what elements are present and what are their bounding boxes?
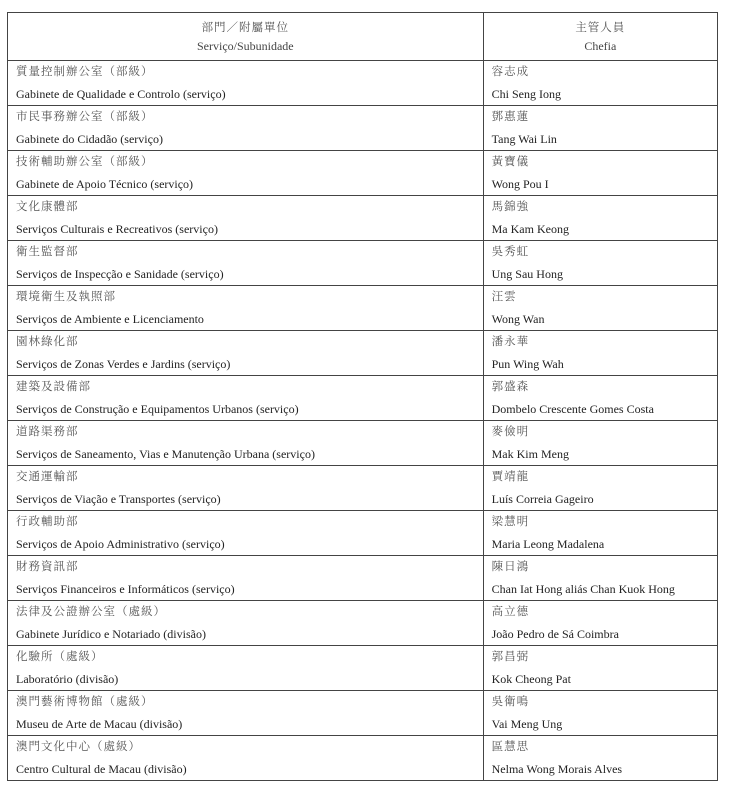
header-unit-pt: Serviço/Subunidade xyxy=(196,38,294,53)
chief-name-pt: Dombelo Crescente Gomes Costa xyxy=(491,402,654,416)
table-row xyxy=(8,61,718,106)
unit-name-zh: 澳門文化中心（處級） xyxy=(16,741,141,753)
unit-name-zh: 市民事務辦公室（部級） xyxy=(16,111,154,123)
unit-name-zh: 衛生監督部 xyxy=(16,246,79,258)
chief-name-pt: Wong Wan xyxy=(491,312,545,326)
unit-name-zh: 環境衛生及執照部 xyxy=(16,291,116,303)
header-unit-zh: 部門／附屬單位 xyxy=(201,21,290,34)
chief-cell xyxy=(483,736,717,781)
unit-name-pt: Laboratório (divisão) xyxy=(16,672,119,686)
unit-name-pt: Serviços de Apoio Administrativo (serviço) xyxy=(16,537,225,551)
unit-name-zh: 技術輔助辦公室（部級） xyxy=(16,156,154,168)
table-row xyxy=(8,286,718,331)
unit-cell xyxy=(8,691,484,736)
chief-name-pt: João Pedro de Sá Coimbra xyxy=(491,627,619,641)
unit-cell xyxy=(8,511,484,556)
unit-name-pt: Gabinete de Apoio Técnico (serviço) xyxy=(16,177,194,191)
chief-name-pt: Mak Kim Meng xyxy=(491,447,569,461)
chief-name-pt: Ma Kam Keong xyxy=(491,222,569,236)
chief-name-pt: Chi Seng Iong xyxy=(491,87,561,101)
unit-name-zh: 行政輔助部 xyxy=(16,516,79,528)
chief-name-pt: Tang Wai Lin xyxy=(491,132,557,146)
chief-name-pt: Ung Sau Hong xyxy=(491,267,563,281)
chief-cell xyxy=(483,151,717,196)
chief-cell xyxy=(483,286,717,331)
chief-cell xyxy=(483,106,717,151)
unit-name-pt: Gabinete do Cidadão (serviço) xyxy=(16,132,163,146)
unit-cell xyxy=(8,466,484,511)
table-row xyxy=(8,196,718,241)
chief-name-zh: 郭昌弼 xyxy=(491,651,530,663)
header-chief xyxy=(483,13,717,61)
chief-name-zh: 高立德 xyxy=(491,606,530,618)
chief-cell xyxy=(483,331,717,376)
chief-name-zh: 郭盛森 xyxy=(491,381,530,393)
unit-cell xyxy=(8,331,484,376)
chief-name-pt: Luís Correia Gageiro xyxy=(491,492,594,506)
unit-name-pt: Serviços de Construção e Equipamentos Urbanos (serviço) xyxy=(16,402,299,416)
chief-name-zh: 吳秀虹 xyxy=(491,246,530,258)
header-unit xyxy=(8,13,484,61)
unit-name-pt: Serviços de Saneamento, Vias e Manutenção Urbana (serviço) xyxy=(16,447,315,461)
chief-name-zh: 區慧思 xyxy=(491,741,530,753)
chief-name-zh: 陳日鴻 xyxy=(491,561,530,573)
chief-name-zh: 容志成 xyxy=(491,66,530,78)
unit-name-pt: Gabinete de Qualidade e Controlo (serviço) xyxy=(16,87,226,101)
chief-name-zh: 汪雲 xyxy=(491,291,517,303)
chief-name-zh: 鄧惠蓮 xyxy=(491,111,530,123)
table-row xyxy=(8,736,718,781)
chief-cell xyxy=(483,376,717,421)
chief-cell xyxy=(483,691,717,736)
table-row xyxy=(8,646,718,691)
chief-name-zh: 黃寶儀 xyxy=(491,156,530,168)
unit-cell xyxy=(8,151,484,196)
chief-name-pt: Maria Leong Madalena xyxy=(491,537,605,551)
unit-cell xyxy=(8,736,484,781)
unit-name-pt: Serviços de Viação e Transportes (serviço) xyxy=(16,492,221,506)
unit-name-zh: 澳門藝術博物館（處級） xyxy=(16,696,154,708)
unit-name-zh: 道路渠務部 xyxy=(16,426,79,438)
chief-name-pt: Nelma Wong Morais Alves xyxy=(491,762,623,776)
unit-name-pt: Serviços Financeiros e Informáticos (serviço) xyxy=(16,582,235,596)
unit-cell xyxy=(8,421,484,466)
unit-cell xyxy=(8,646,484,691)
table-row xyxy=(8,151,718,196)
unit-name-zh: 建築及設備部 xyxy=(16,381,91,393)
table-row xyxy=(8,376,718,421)
unit-cell xyxy=(8,241,484,286)
table-row xyxy=(8,421,718,466)
table-header-row xyxy=(8,13,718,61)
chief-name-pt: Chan Iat Hong aliás Chan Kuok Hong xyxy=(491,582,675,596)
table-row xyxy=(8,691,718,736)
chief-name-zh: 潘永華 xyxy=(491,336,530,348)
chief-name-pt: Wong Pou I xyxy=(491,177,549,191)
chief-cell xyxy=(483,601,717,646)
unit-cell xyxy=(8,106,484,151)
unit-name-pt: Gabinete Jurídico e Notariado (divisão) xyxy=(16,627,206,641)
unit-cell xyxy=(8,601,484,646)
unit-cell xyxy=(8,376,484,421)
chief-cell xyxy=(483,466,717,511)
unit-cell xyxy=(8,556,484,601)
unit-name-pt: Serviços de Zonas Verdes e Jardins (serviço) xyxy=(16,357,231,371)
table-row xyxy=(8,511,718,556)
unit-cell xyxy=(8,61,484,106)
chief-cell xyxy=(483,556,717,601)
chief-name-zh: 馬錦強 xyxy=(491,201,530,213)
table-row xyxy=(8,556,718,601)
unit-name-zh: 財務資訊部 xyxy=(16,561,79,573)
unit-name-pt: Museu de Arte de Macau (divisão) xyxy=(16,717,183,731)
header-chief-pt: Chefia xyxy=(584,38,617,53)
chief-cell xyxy=(483,196,717,241)
unit-name-zh: 交通運輸部 xyxy=(16,471,79,483)
chief-name-zh: 吳衛鳴 xyxy=(491,696,530,708)
chief-name-zh: 賈靖龍 xyxy=(491,471,530,483)
unit-name-zh: 法律及公證辦公室（處級） xyxy=(16,606,166,618)
table-row xyxy=(8,331,718,376)
chief-cell xyxy=(483,421,717,466)
unit-name-zh: 文化康體部 xyxy=(16,201,79,213)
header-chief-zh: 主管人員 xyxy=(575,21,626,34)
unit-name-pt: Serviços de Ambiente e Licenciamento xyxy=(16,312,204,326)
unit-cell xyxy=(8,286,484,331)
unit-name-zh: 園林綠化部 xyxy=(16,336,79,348)
chief-name-pt: Pun Wing Wah xyxy=(491,357,564,371)
table-row xyxy=(8,241,718,286)
unit-name-pt: Serviços de Inspecção e Sanidade (serviço) xyxy=(16,267,224,281)
chief-name-zh: 梁慧明 xyxy=(491,516,530,528)
chief-name-pt: Kok Cheong Pat xyxy=(491,672,571,686)
chief-name-zh: 麥儉明 xyxy=(491,426,530,438)
chief-cell xyxy=(483,241,717,286)
table-row xyxy=(8,466,718,511)
table-row xyxy=(8,106,718,151)
unit-cell xyxy=(8,196,484,241)
table-row xyxy=(8,601,718,646)
chief-cell xyxy=(483,61,717,106)
chief-name-pt: Vai Meng Ung xyxy=(491,717,563,731)
unit-name-zh: 質量控制辦公室（部級） xyxy=(16,66,154,78)
unit-name-zh: 化驗所（處級） xyxy=(16,651,104,663)
organization-table xyxy=(7,12,718,781)
chief-cell xyxy=(483,511,717,556)
unit-name-pt: Serviços Culturais e Recreativos (serviço) xyxy=(16,222,218,236)
chief-cell xyxy=(483,646,717,691)
unit-name-pt: Centro Cultural de Macau (divisão) xyxy=(16,762,187,776)
